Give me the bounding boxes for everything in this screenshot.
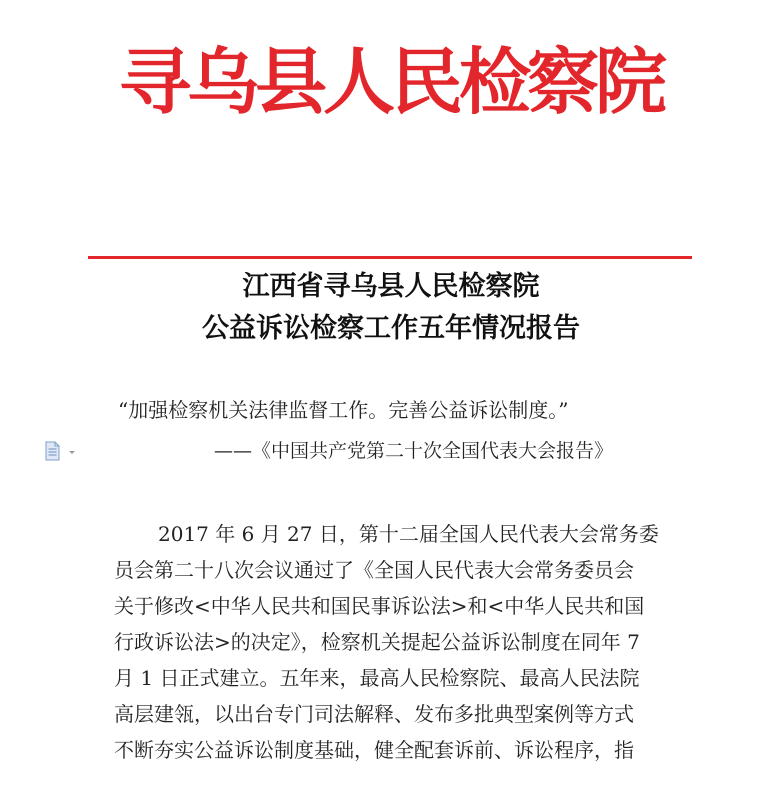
body-line: 月 1 日正式建立。五年来，最高人民检察院、最高人民法院	[114, 666, 640, 690]
epigraph-source: ——《中国共产党第二十次全国代表大会报告》	[214, 440, 614, 462]
masthead-org-name: 寻乌县人民检察院	[118, 39, 663, 124]
body-line: 高层建瓴，以出台专门司法解释、发布多批典型案例等方式	[114, 702, 634, 726]
report-body	[114, 516, 674, 768]
body-line: 关于修改<中华人民共和国民事诉讼法>和<中华人民共和国	[114, 594, 645, 618]
document-options-button[interactable]	[44, 441, 84, 461]
report-title-line-2: 公益诉讼检察工作五年情况报告	[202, 313, 580, 344]
document-icon	[44, 441, 84, 461]
report-title-line-1: 江西省寻乌县人民检察院	[242, 271, 540, 302]
chevron-down-icon	[69, 451, 75, 454]
body-line: 员会第二十八次会议通过了《全国人民代表大会常务委员会	[114, 558, 634, 582]
body-line: 行政诉讼法>的决定》，检察机关提起公益诉讼制度在同年 7	[114, 630, 640, 654]
body-line: 不断夯实公益诉讼制度基础，健全配套诉前、诉讼程序，指	[114, 738, 634, 762]
epigraph-quote: “加强检察机关法律监督工作。完善公益诉讼制度。”	[118, 398, 569, 422]
masthead-divider	[88, 256, 692, 259]
body-line: 2017 年 6 月 27 日，第十二届全国人民代表大会常务委	[158, 522, 659, 546]
